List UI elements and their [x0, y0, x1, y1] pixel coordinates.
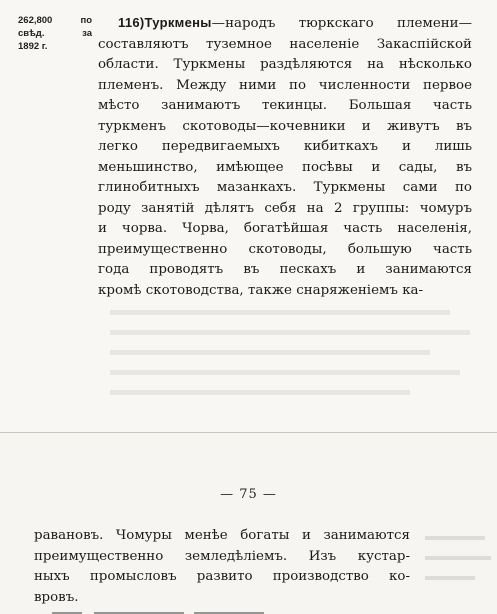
bleed-through-marks	[90, 0, 470, 3]
article-line-7: легко передвигаемыхъ кибиткахъ и лишь	[98, 139, 472, 154]
article-line-9: глинобитныхъ мазанкахъ. Туркмены сами по	[98, 180, 472, 195]
continued-line-1: равановъ. Чомуры менѣе богаты и занимаются	[34, 528, 410, 543]
margin-note-word-sved: свѣд.	[18, 28, 45, 39]
article-line-4: племенъ. Между ними по численности первое	[98, 77, 472, 93]
margin-note	[18, 14, 92, 53]
bleed-through-text-top	[90, 0, 470, 3]
bleed-through-ghost-right	[420, 528, 497, 598]
page-number: — 75 —	[220, 487, 277, 502]
continued-line-3: ныхъ промысловъ развито производство ко-	[34, 569, 410, 584]
continued-line-2: преимущественно земледѣліемъ. Изъ кустар-	[34, 548, 410, 564]
margin-note-word-za: за	[82, 28, 92, 39]
article-line-6: туркменъ скотоводы—кочевники и живутъ въ	[98, 118, 472, 134]
article-line-12: преимущественно скотоводы, большую часть	[98, 241, 472, 257]
article-line-14: кромѣ скотоводства, также снаряженіемъ ка-	[98, 282, 424, 298]
article-line-1-text: —народъ тюркскаго племени—	[211, 16, 472, 31]
lower-page	[0, 433, 497, 614]
article-line-10: роду занятій дѣлятъ себя на 2 группы: чомуръ	[98, 200, 472, 216]
bleed-through-ghost-text	[110, 300, 470, 420]
bleed-through-text-bottom	[34, 605, 334, 614]
article-line-1	[98, 13, 472, 35]
article-line-5: мѣсто занимаютъ текинцы. Большая часть	[98, 98, 472, 113]
article-line-13: года проводятъ въ пескахъ и занимаются	[98, 262, 472, 277]
margin-note-line-2	[18, 27, 92, 40]
margin-note-word-po: по	[80, 15, 92, 26]
article-heading: Туркмены	[144, 15, 212, 30]
margin-note-year: 1892 г.	[18, 41, 48, 52]
article-line-8: меньшинство, имѣющее посѣвы и сады, въ	[98, 159, 472, 175]
article-line-3: области. Туркмены раздѣляются на нѣсколько	[98, 57, 472, 72]
margin-note-count: 262,800	[18, 15, 53, 26]
margin-note-line-1	[18, 14, 92, 27]
article-line-2: составляютъ туземное населеніе Закаспійской	[98, 36, 472, 52]
continued-body	[34, 526, 410, 608]
margin-note-line-3	[18, 40, 92, 53]
article-number: 116)	[118, 15, 145, 30]
article-line-11: и чорва. Чорва, богатѣйшая часть населенія,	[98, 221, 472, 236]
bleed-through-marks-bottom	[34, 606, 334, 614]
continued-line-4: вровъ.	[34, 589, 79, 605]
article-body	[98, 13, 472, 301]
